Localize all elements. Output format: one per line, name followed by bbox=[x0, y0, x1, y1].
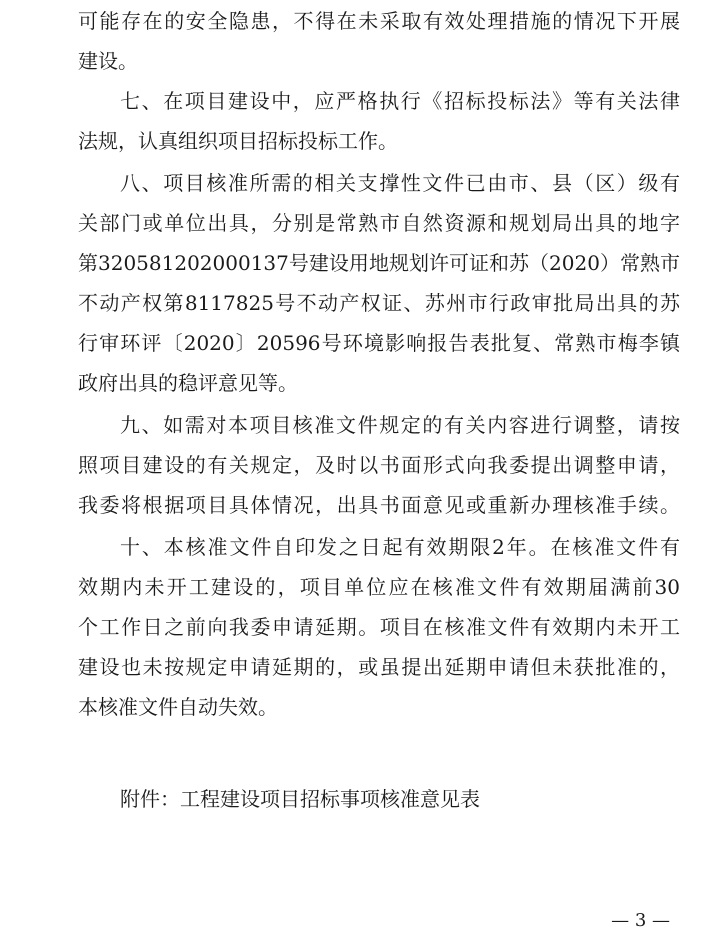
page-number: — 3 — bbox=[611, 910, 670, 931]
text-line: 不动产权第8117825号不动产权证、苏州市行政审批局出具的苏 bbox=[78, 291, 680, 315]
text-line: 本核准文件自动失效。 bbox=[78, 695, 278, 719]
text-line: 关部门或单位出具，分别是常熟市自然资源和规划局出具的地字 bbox=[78, 211, 680, 235]
text-line: 第320581202000137号建设用地规划许可证和苏（2020）常熟市 bbox=[78, 251, 680, 275]
text-line: 个工作日之前向我委申请延期。项目在核准文件有效期内未开工 bbox=[78, 615, 680, 639]
text-line: 我委将根据项目具体情况，出具书面意见或重新办理核准手续。 bbox=[78, 493, 680, 517]
text-line: 法规，认真组织项目招标投标工作。 bbox=[78, 129, 398, 153]
text-line: 建设也未按规定申请延期的，或虽提出延期申请但未获批准的， bbox=[78, 655, 680, 679]
text-line: 行审环评〔2020〕20596号环境影响报告表批复、常熟市梅李镇 bbox=[78, 331, 680, 355]
paragraph-ten-start: 十、本核准文件自印发之日起有效期限2年。在核准文件有 bbox=[120, 535, 680, 559]
text-line: 政府出具的稳评意见等。 bbox=[78, 371, 298, 395]
paragraph-nine-start: 九、如需对本项目核准文件规定的有关内容进行调整，请按 bbox=[120, 413, 680, 437]
text-line: 建设。 bbox=[78, 49, 138, 73]
attachment-note: 附件：工程建设项目招标事项核准意见表 bbox=[120, 787, 480, 811]
text-line: 效期内未开工建设的，项目单位应在核准文件有效期届满前30 bbox=[78, 575, 680, 599]
text-line: 照项目建设的有关规定，及时以书面形式向我委提出调整申请， bbox=[78, 453, 680, 477]
paragraph-eight-start: 八、项目核准所需的相关支撑性文件已由市、县（区）级有 bbox=[120, 171, 680, 195]
text-line: 可能存在的安全隐患，不得在未采取有效处理措施的情况下开展 bbox=[78, 9, 680, 33]
paragraph-seven-start: 七、在项目建设中，应严格执行《招标投标法》等有关法律 bbox=[120, 89, 680, 113]
